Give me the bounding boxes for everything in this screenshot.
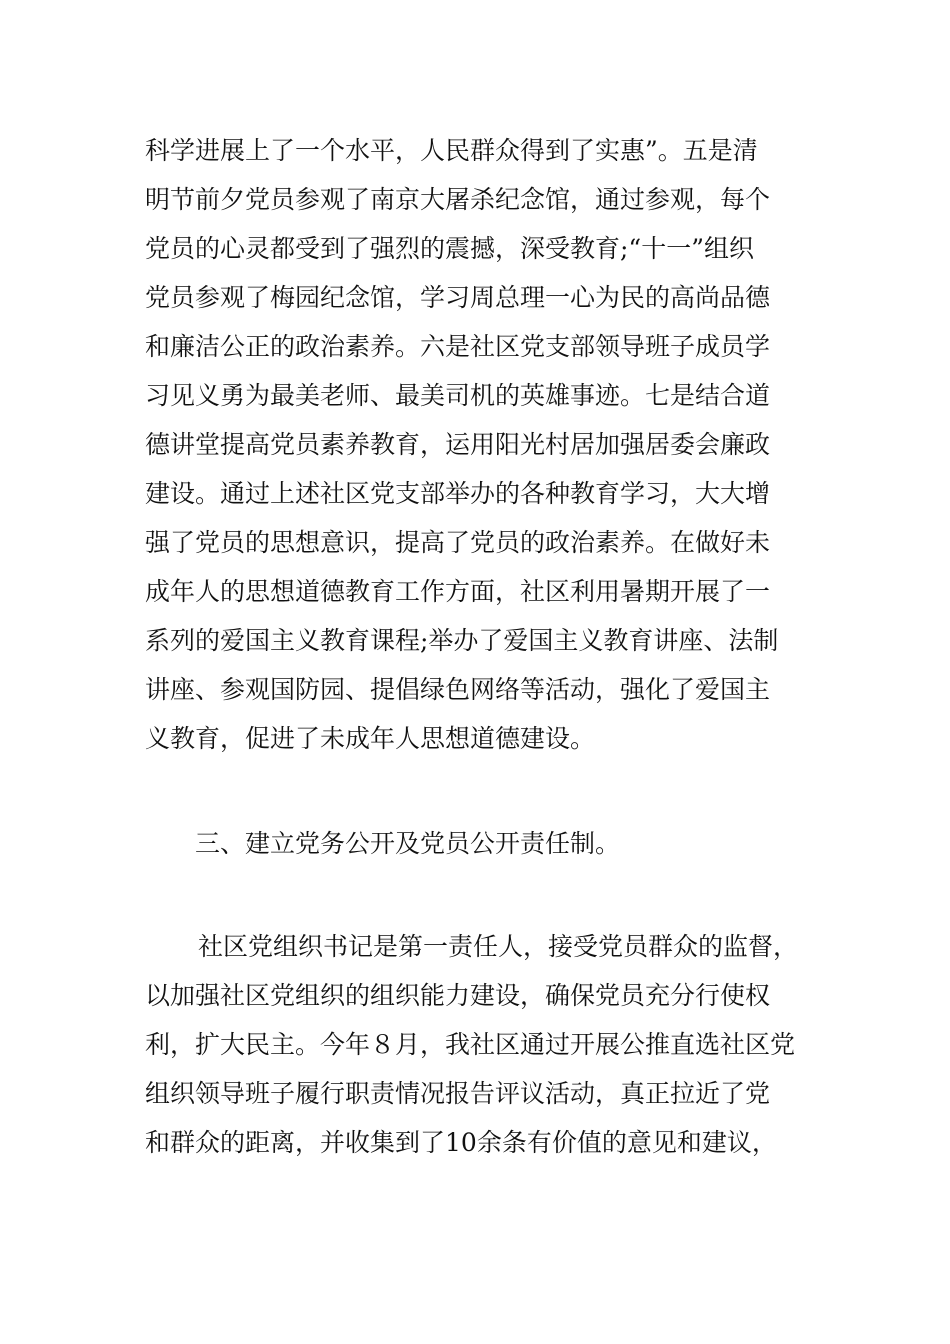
- paragraph-line: 建设。通过上述社区党支部举办的各种教育学习，大大增: [145, 479, 771, 508]
- paragraph-line: 讲座、参观国防园、提倡绿色网络等活动，强化了爱国主: [145, 675, 771, 704]
- paragraph-line: 和廉洁公正的政治素养。六是社区党支部领导班子成员学: [145, 332, 771, 361]
- section-heading: 三、建立党务公开及党员公开责任制。: [195, 829, 621, 858]
- paragraph-line: 系列的爱国主义教育课程;举办了爱国主义教育讲座、法制: [145, 626, 779, 655]
- paragraph-line: 和群众的距离，并收集到了10余条有价值的意见和建议，: [145, 1128, 777, 1157]
- paragraph-line: 强了党员的思想意识，提高了党员的政治素养。在做好未: [145, 528, 771, 557]
- paragraph-line: 习见义勇为最美老师、最美司机的英雄事迹。七是结合道: [145, 381, 771, 410]
- paragraph-line: 明节前夕党员参观了南京大屠杀纪念馆，通过参观，每个: [145, 185, 771, 214]
- paragraph-line: 成年人的思想道德教育工作方面，社区利用暑期开展了一: [145, 577, 771, 606]
- paragraph-line: 组织领导班子履行职责情况报告评议活动，真正拉近了党: [145, 1079, 771, 1108]
- paragraph-line: 利，扩大民主。今年８月，我社区通过开展公推直选社区党: [145, 1030, 796, 1059]
- paragraph-line: 党员的心灵都受到了强烈的震撼，深受教育;“十一”组织: [145, 234, 754, 263]
- paragraph-line: 以加强社区党组织的组织能力建设，确保党员充分行使权: [145, 981, 771, 1010]
- paragraph-line: 德讲堂提高党员素养教育，运用阳光村居加强居委会廉政: [145, 430, 771, 459]
- paragraph-line: 社区党组织书记是第一责任人，接受党员群众的监督，: [198, 932, 799, 961]
- paragraph-line: 科学进展上了一个水平，人民群众得到了实惠”。五是清: [145, 136, 758, 165]
- paragraph-line: 义教育，促进了未成年人思想道德建设。: [145, 724, 596, 753]
- paragraph-line: 党员参观了梅园纪念馆，学习周总理一心为民的高尚品德: [145, 283, 771, 312]
